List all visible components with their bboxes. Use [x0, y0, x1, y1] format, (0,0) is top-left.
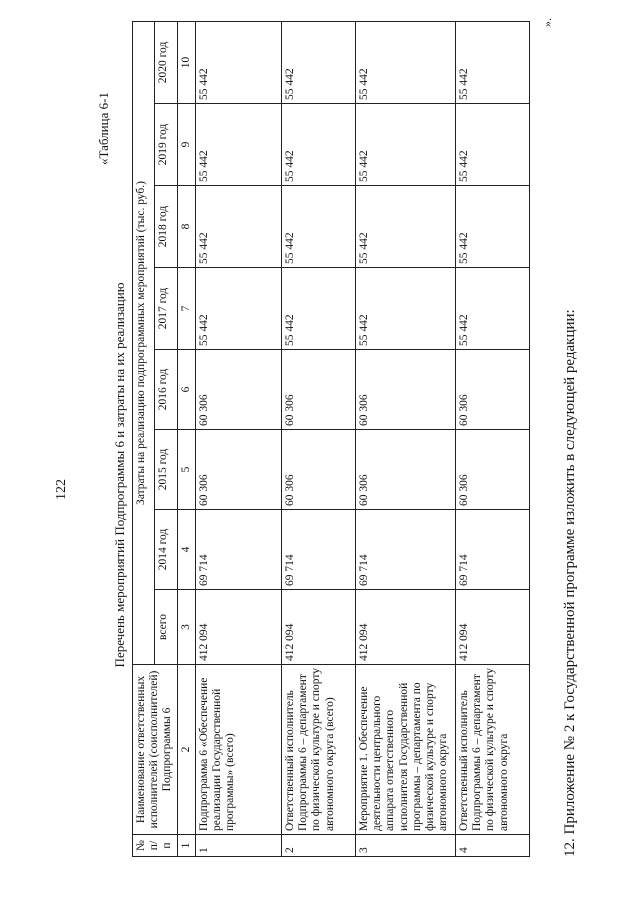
page-number: 122: [54, 479, 69, 500]
row-value: 60 306: [355, 430, 455, 510]
row-value: 55 442: [455, 268, 529, 350]
table-row: [355, 21, 455, 856]
row-no: 1: [195, 835, 281, 857]
row-value: 55 442: [455, 186, 529, 268]
row-value: 55 442: [281, 21, 355, 103]
row-name: Мероприятие 1. Обеспечение деятельности центрального аппарата ответственного исполнителя Государственной программы – департамента по физической культуре и спорту автономного округа: [355, 665, 455, 835]
row-value: 55 442: [195, 186, 281, 268]
header-year: 2019 год: [155, 104, 177, 186]
header-year: 2018 год: [155, 186, 177, 268]
table-row: [281, 21, 355, 856]
header-year: 2016 год: [155, 350, 177, 430]
header-row-1: [133, 21, 155, 856]
header-no: № п/п: [133, 835, 178, 857]
row-value: 60 306: [455, 430, 529, 510]
header-costs: Затраты на реализацию подпрограммных мероприятий (тыс. руб.): [133, 21, 155, 664]
column-number: 6: [177, 350, 195, 430]
row-value: 55 442: [455, 104, 529, 186]
row-value: 55 442: [195, 104, 281, 186]
row-value: 55 442: [281, 104, 355, 186]
row-name: Ответственный исполнитель Подпрограммы 6 – департамент по физической культуре и спорту автономного округа: [455, 665, 529, 835]
row-value: 60 306: [455, 350, 529, 430]
row-value: 69 714: [195, 510, 281, 590]
footer-paragraph: 12. Приложение № 2 к Государственной программе изложить в следующей редакции:: [562, 309, 578, 857]
table-row: [455, 21, 529, 856]
header-year: 2014 год: [155, 510, 177, 590]
row-value: 60 306: [195, 350, 281, 430]
row-value: 55 442: [355, 104, 455, 186]
header-name: Наименование ответственных исполнителей (соисполнителей) Подпрограммы 6: [133, 665, 178, 835]
row-value: 55 442: [355, 21, 455, 103]
row-total: 412 094: [355, 590, 455, 665]
row-value: 55 442: [455, 21, 529, 103]
row-value: 55 442: [355, 268, 455, 350]
row-total: 412 094: [455, 590, 529, 665]
row-no: 2: [281, 835, 355, 857]
table-title: Перечень мероприятий Подпрограммы 6 и затраты на их реализацию: [112, 282, 127, 668]
column-number: 2: [177, 665, 195, 835]
row-value: 55 442: [281, 186, 355, 268]
row-value: 55 442: [195, 21, 281, 103]
column-number: 7: [177, 268, 195, 350]
header-year: 2015 год: [155, 430, 177, 510]
row-value: 60 306: [355, 350, 455, 430]
row-name: Ответственный исполнитель Подпрограммы 6 – департамент по физической культуре и спорту автономного округа (всего): [281, 665, 355, 835]
row-total: 412 094: [281, 590, 355, 665]
row-value: 60 306: [195, 430, 281, 510]
header-year: 2017 год: [155, 268, 177, 350]
costs-table: [132, 21, 530, 857]
column-number: 3: [177, 590, 195, 665]
row-value: 55 442: [195, 268, 281, 350]
row-no: 4: [455, 835, 529, 857]
column-number: 8: [177, 186, 195, 268]
column-number: 1: [177, 835, 195, 857]
column-number: 9: [177, 104, 195, 186]
row-value: 69 714: [281, 510, 355, 590]
row-value: 69 714: [355, 510, 455, 590]
row-name: Подпрограмма 6 «Обеспечение реализации Государственной программы» (всего): [195, 665, 281, 835]
column-number: 4: [177, 510, 195, 590]
column-number: 10: [177, 21, 195, 103]
row-value: 60 306: [281, 350, 355, 430]
table-label: «Таблица 6-1: [96, 92, 111, 165]
row-value: 55 442: [281, 268, 355, 350]
header-total: всего: [155, 590, 177, 665]
row-total: 412 094: [195, 590, 281, 665]
table-row: [195, 21, 281, 856]
header-year: 2020 год: [155, 21, 177, 103]
row-value: 60 306: [281, 430, 355, 510]
row-value: 69 714: [455, 510, 529, 590]
table-end-mark: ».: [540, 18, 554, 27]
row-value: 55 442: [355, 186, 455, 268]
column-number: 5: [177, 430, 195, 510]
column-numbers-row: [177, 21, 195, 856]
row-no: 3: [355, 835, 455, 857]
